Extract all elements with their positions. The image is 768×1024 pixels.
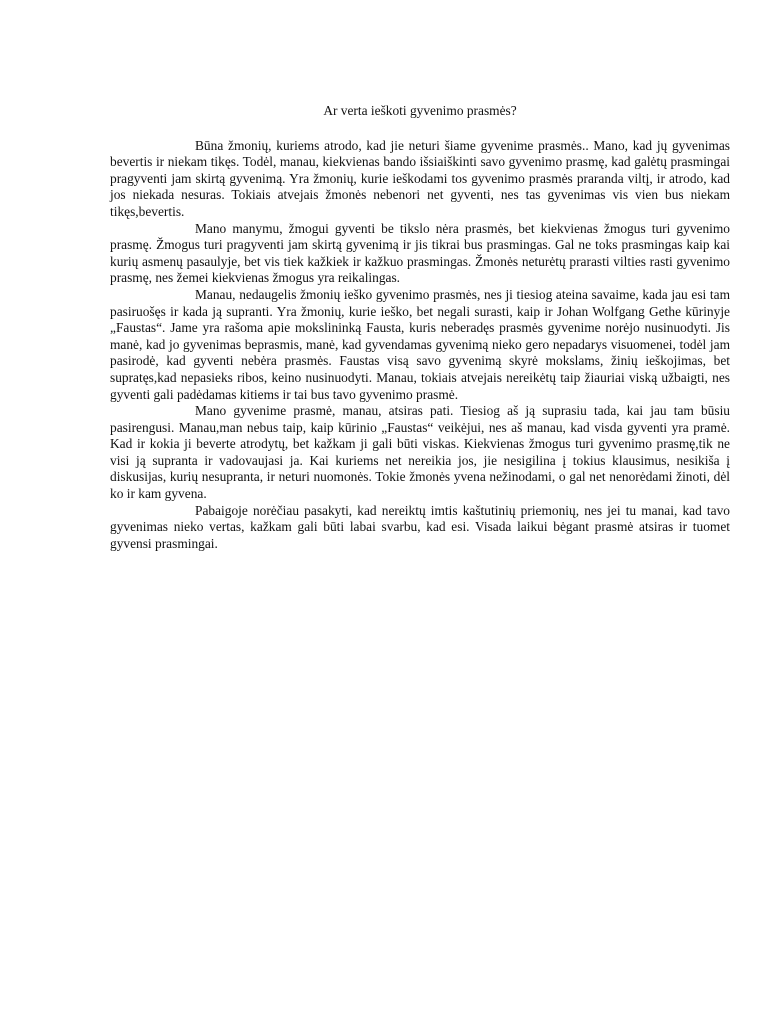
paragraph-2: Mano manymu, žmogui gyventi be tikslo nėra prasmės, bet kiekvienas žmogus turi gyvenimo prasmę. Žmogus turi pragyventi jam skirtą gyvenimą ir jis tikrai bus prasmingas. Gal ne toks prasmingas kaip kai kurių asmenų pasaulyje, bet vis tiek kažkiek ir kažkuo prasmingas. Žmonės neturėtų prarasti vilties rasti gyvenimo prasmę, nes žemei kiekvienas žmogus yra reikalingas.: [110, 220, 730, 286]
paragraph-1: Būna žmonių, kuriems atrodo, kad jie neturi šiame gyvenime prasmės.. Mano, kad jų gyvenimas bevertis ir niekam tikęs. Todėl, manau, kiekvienas bando išsiaiškinti savo gyvenimo prasmę, kad galėtų prasmingai pragyventi jam skirtą gyvenimą. Yra žmonių, kurie ieškodami tos gyvenimo prasmės praranda viltį, ir atrodo, kad jos niekada nesuras. Tokiais atvejais žmonės nebenori net gyventi, nes tas gyvenimas vis vien bus niekam tikęs,bevertis.: [110, 137, 730, 219]
paragraph-5: Pabaigoje norėčiau pasakyti, kad nereiktų imtis kaštutinių priemonių, nes jei tu manai, kad tavo gyvenimas nieko vertas, kažkam gali būti labai svarbu, kad esi. Visada laikui bėgant prasmė atsiras ir tuomet gyvensi prasmingai.: [110, 502, 730, 551]
paragraph-3: Manau, nedaugelis žmonių ieško gyvenimo prasmės, nes ji tiesiog ateina savaime, kada jau esi tam pasiruošęs ir kada ją supranti. Yra žmonių, kurie ieško, bet negali surasti, kaip ir Johan Wolfgang Gethe kūrinyje „Faustas“. Jame yra rašoma apie mokslininką Fausta, kuris neberadęs prasmės gyvenime norėjo nusinuodyti. Jis manė, kad jo gyvenimas beprasmis, manė, kad gyvendamas gyvenimą nieko gero nepadarys visuomenei, todėl jam pasirodė, kad gyventi nebėra prasmės. Faustas visą savo gyvenimą skyrė mokslams, žinių ieškojimas, bet supratęs,kad nepasieks ribos, keino nusinuodyti. Manau, tokiais atvejais nereikėtų taip žiauriai viską užbaigti, nes gyventi gali padėdamas kitiems ir tai bus tavo gyvenimo prasmė.: [110, 286, 730, 402]
document-body: [110, 103, 730, 552]
paragraph-4: Mano gyvenime prasmė, manau, atsiras pati. Tiesiog aš ją suprasiu tada, kai jau tam būsiu pasirengusi. Manau,man nebus taip, kaip kūrinio „Faustas“ veikėjui, nes aš manau, kad visda gyventi yra pramė. Kad ir kokia ji beverte atrodytų, bet kažkam ji gali būti viskas. Kiekvienas žmogus turi gyvenimo prasmę,tik ne visi ją supranta ir vadovaujasi ja. Kai kuriems net nereikia jos, jie nesigilina į tokius klausimus, nesikiša į diskusijas, kurių nesupranta, ir neturi nuomonės. Tokie žmonės yvena nežinodami, o gal net nenorėdami žinoti, dėl ko ir kam gyvena.: [110, 403, 730, 502]
document-title: Ar verta ieškoti gyvenimo prasmės?: [323, 103, 517, 118]
